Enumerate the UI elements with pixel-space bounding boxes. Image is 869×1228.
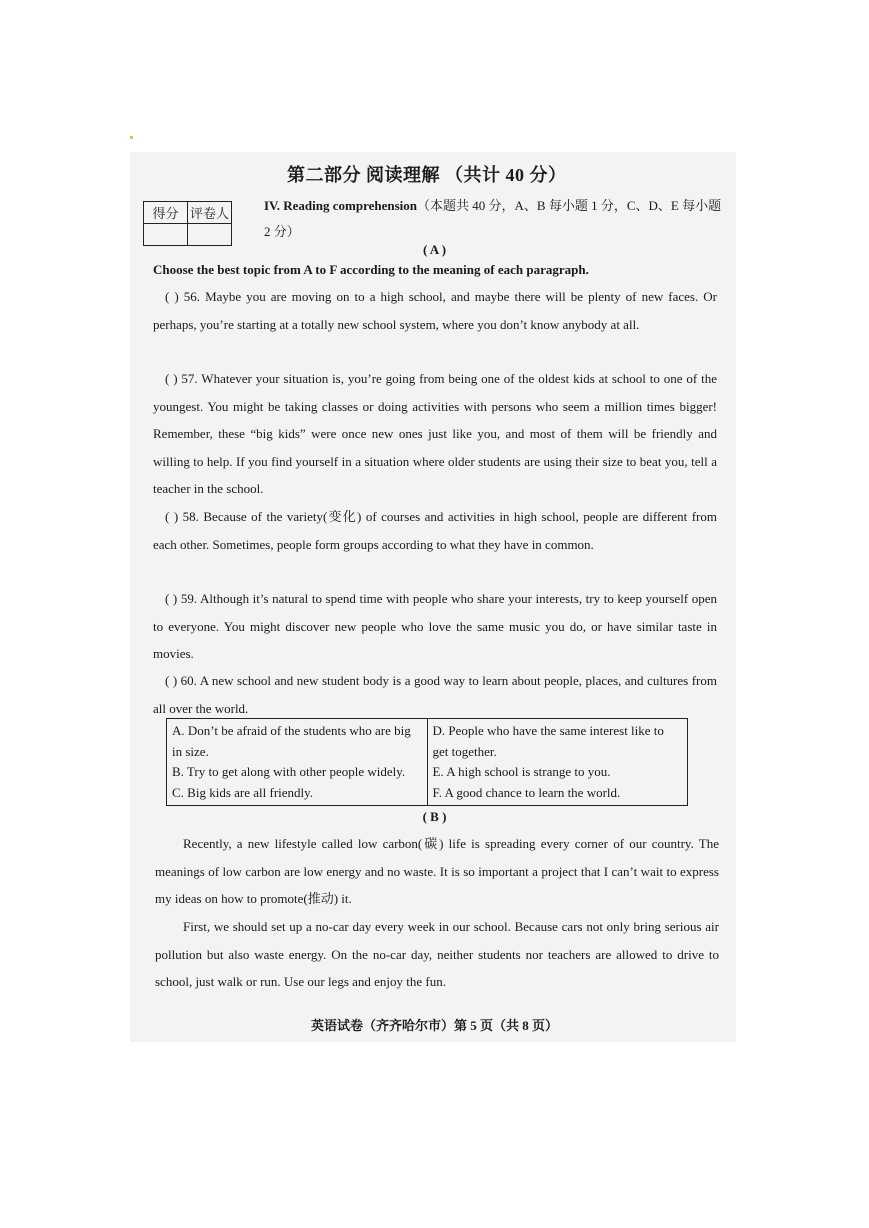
section-heading	[264, 193, 724, 245]
question-text: ( ) 57. Whatever your situation is, you’re going from being one of the oldest kids at school to one of the youngest. You might be taking classes or doing activities with persons who seem a million times bigger! Remember, these “big kids” were once new ones just like you, and most of them will be friendly and willing to help. If you find yourself in a situation where older students are using their size to beat you, tell a teacher in the school.	[153, 371, 717, 496]
option-a: A. Don’t be afraid of the students who are big in size.	[172, 723, 411, 759]
section-note: （本题共 40 分，A、B 每小题 1 分，C、D、E 每小题 2 分）	[264, 198, 722, 239]
score-header: 得分	[144, 202, 188, 224]
question-text: ( ) 58. Because of the variety(变化) of courses and activities in high school, people are different from each other. Sometimes, people form groups according to what they have in common.	[153, 509, 717, 552]
part-b-label: ( B )	[422, 809, 447, 824]
options-left-column	[167, 719, 428, 806]
option-f: F. A good chance to learn the world.	[432, 784, 621, 800]
part-a-label: ( A )	[422, 242, 447, 257]
part-a-instruction: Choose the best topic from A to F according to the meaning of each paragraph.	[153, 262, 589, 277]
section-title: IV. Reading comprehension	[264, 198, 418, 213]
question-text: ( ) 56. Maybe you are moving on to a high school, and maybe there will be plenty of new faces. Or perhaps, you’re starting at a totally new school system, where you don’t know anybody at all.	[153, 289, 717, 332]
paragraph-text: Recently, a new lifestyle called low carbon(碳) life is spreading every corner of our country. The meanings of low carbon are low energy and no waste. It is so important a project that I can’t wait to express my ideas on how to promote(推动) it.	[155, 836, 719, 906]
passage-b-paragraph-1	[155, 830, 719, 913]
question-56	[153, 283, 717, 338]
option-e: E. A high school is strange to you.	[432, 764, 611, 779]
option-c: C. Big kids are all friendly.	[172, 784, 314, 800]
option-d: D. People who have the same interest like to get together.	[432, 723, 664, 759]
question-58	[153, 503, 717, 558]
options-table	[166, 718, 688, 806]
score-table	[143, 201, 232, 246]
option-b: B. Try to get along with other people widely.	[172, 764, 406, 779]
page-footer: 英语试卷（齐齐哈尔市）第 5 页（共 8 页）	[310, 1018, 558, 1033]
question-59	[153, 585, 717, 668]
question-text: ( ) 60. A new school and new student body is a good way to learn about people, places, and cultures from all over the world.	[153, 673, 717, 716]
scan-speck	[130, 136, 133, 139]
passage-b-paragraph-2	[155, 913, 719, 996]
question-text: ( ) 59. Although it’s natural to spend time with people who share your interests, try to keep yourself open to everyone. You might discover new people who love the same music you do, or have similar taste in movies.	[153, 591, 717, 661]
page-title: 第二部分 阅读理解 （共计 40 分）	[287, 165, 567, 185]
question-60	[153, 667, 717, 722]
paragraph-text: First, we should set up a no-car day every week in our school. Because cars not only bring serious air pollution but also waste energy. On the no-car day, neither students nor teachers are allowed to drive to school, just walk or run. Use our legs and enjoy the fun.	[155, 919, 719, 989]
question-57	[153, 365, 717, 503]
options-right-column	[427, 719, 688, 806]
grader-header: 评卷人	[188, 202, 232, 224]
